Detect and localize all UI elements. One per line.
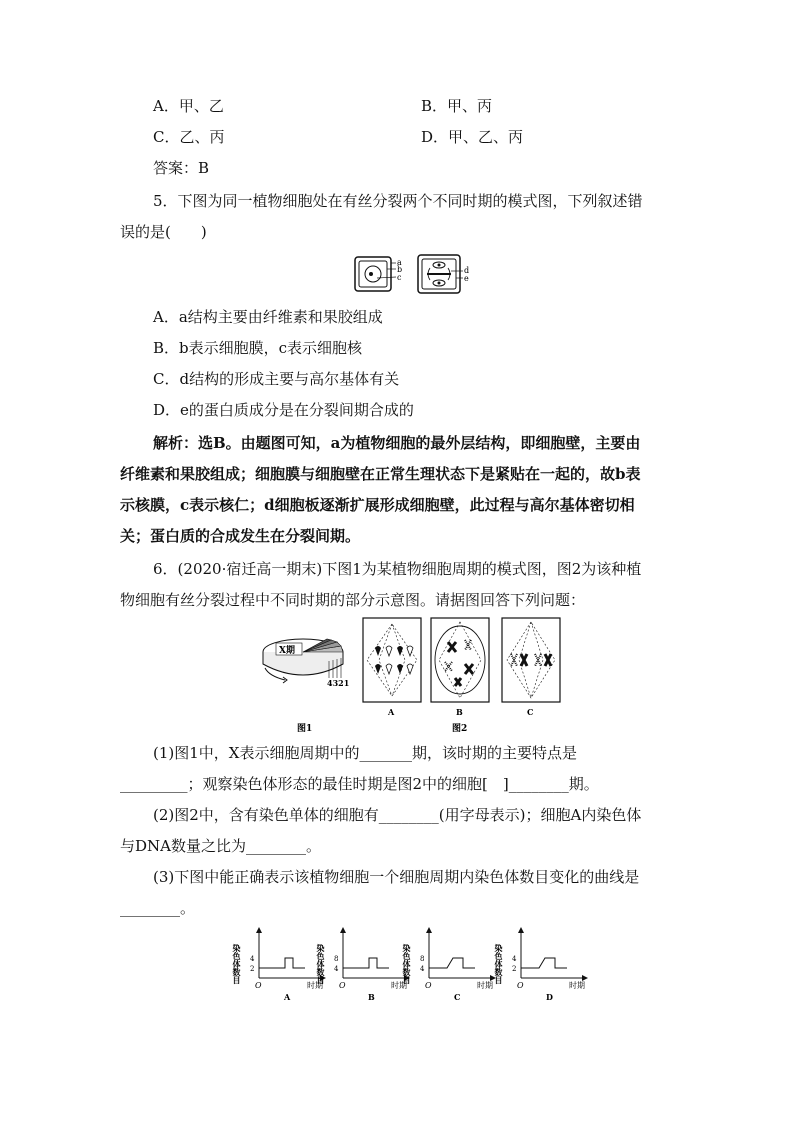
- option-b: B．甲、丙: [421, 97, 493, 115]
- cell-b-label: B: [456, 707, 463, 717]
- q6-part3-line2: ________。: [120, 899, 196, 917]
- graph-a-xlabel: 时期: [307, 981, 323, 990]
- cell-a: [363, 618, 421, 717]
- label-d: d: [464, 266, 470, 275]
- graph-c-tick-4: 4: [420, 965, 425, 973]
- q5-option-d: D．e的蛋白质成分是在分裂间期合成的: [153, 401, 414, 419]
- graph-d-xlabel: 时期: [569, 981, 585, 990]
- graph-a-tick-2: 2: [250, 965, 255, 973]
- graph-b-origin: O: [339, 981, 346, 990]
- answer: 答案：B: [153, 159, 210, 177]
- fig1-caption: 图1: [297, 724, 313, 734]
- q5-cell-diagram: [350, 253, 480, 295]
- q6-stem-line2: 物细胞有丝分裂过程中不同时期的部分示意图。请据图回答下列问题：: [120, 591, 586, 609]
- graph-b-ylabel: 染色体数目: [316, 944, 326, 984]
- graph-a-tick-4: 4: [250, 955, 255, 963]
- label-e: e: [464, 274, 469, 283]
- cell-cycle-figure: [255, 614, 575, 738]
- label-b: b: [397, 265, 403, 274]
- option-a: A．甲、乙: [153, 97, 224, 115]
- graph-c-origin: O: [425, 981, 432, 990]
- graph-d-ylabel: 染色体数目: [494, 944, 504, 984]
- cell-c: [502, 618, 560, 717]
- graph-b: [316, 930, 407, 1002]
- fig2-caption: 图2: [452, 724, 468, 734]
- graph-a-label: A: [284, 992, 291, 1002]
- graph-c-tick-8: 8: [420, 955, 425, 963]
- cell-c-label: C: [527, 707, 534, 717]
- cell-b: [431, 618, 489, 717]
- option-c: C．乙、丙: [153, 128, 225, 146]
- q5-stem-line2: 误的是( ): [120, 223, 207, 241]
- label-a: a: [397, 258, 402, 267]
- graph-d-origin: O: [517, 981, 524, 990]
- phase-numbers: 4321: [327, 678, 350, 688]
- q5-option-b: B．b表示细胞膜，c表示细胞核: [153, 339, 363, 357]
- q6-part1-line2: _________；观察染色体形态的最佳时期是图2中的细胞[ ]________期。: [120, 775, 599, 793]
- q6-part2-line1: (2)图2中，含有染色单体的细胞有________(用字母表示)；细胞A内染色体: [153, 806, 642, 824]
- q6-part2-line2: 与DNA数量之比为________。: [120, 837, 321, 855]
- graph-d: [494, 930, 585, 1002]
- graph-b-xlabel: 时期: [391, 981, 407, 990]
- graph-a-ylabel: 染色体数目: [232, 944, 242, 984]
- x-phase-label: X期: [279, 646, 295, 656]
- graph-c-xlabel: 时期: [477, 981, 493, 990]
- q5-option-a: A．a结构主要由纤维素和果胶组成: [153, 308, 383, 326]
- graph-d-tick-4: 4: [512, 955, 517, 963]
- q6-part1-line1: (1)图1中，X表示细胞周期中的_______期，该时期的主要特点是: [153, 744, 577, 762]
- graph-c: [402, 930, 493, 1002]
- cell-a-label: A: [388, 707, 395, 717]
- q5-explanation-line4: 关；蛋白质的合成发生在分裂间期。: [120, 527, 361, 545]
- graph-a: [232, 930, 323, 1002]
- q5-stem-line1: 5．下图为同一植物细胞处在有丝分裂两个不同时期的模式图，下列叙述错: [153, 192, 643, 210]
- graph-b-tick-8: 8: [334, 955, 339, 963]
- q6-stem-line1: 6．(2020·宿迁高一期末)下图1为某植物细胞周期的模式图，图2为该种植: [153, 560, 642, 578]
- graph-d-tick-2: 2: [512, 965, 517, 973]
- graph-c-label: C: [454, 992, 461, 1002]
- q6-part3-line1: (3)下图中能正确表示该植物细胞一个细胞周期内染色体数目变化的曲线是: [153, 868, 640, 886]
- option-d: D．甲、乙、丙: [421, 128, 524, 146]
- label-c: c: [397, 273, 402, 282]
- cell-cycle-disc: [263, 639, 349, 734]
- graph-b-tick-4: 4: [334, 965, 339, 973]
- q5-explanation-line3: 示核膜，c表示核仁；d细胞板逐渐扩展形成细胞壁，此过程与高尔基体密切相: [120, 496, 635, 514]
- q5-explanation-line1: 解析：选B。由题图可知，a为植物细胞的最外层结构，即细胞壁，主要由: [153, 434, 641, 452]
- chromosome-graphs: [232, 922, 595, 1004]
- graph-b-label: B: [368, 992, 375, 1002]
- graph-a-origin: O: [255, 981, 262, 990]
- graph-c-ylabel: 染色体数目: [402, 944, 412, 984]
- q5-explanation-line2: 纤维素和果胶组成；细胞膜与细胞壁在正常生理状态下是紧贴在一起的，故b表: [120, 465, 641, 483]
- graph-d-label: D: [546, 992, 553, 1002]
- q5-option-c: C．d结构的形成主要与高尔基体有关: [153, 370, 400, 388]
